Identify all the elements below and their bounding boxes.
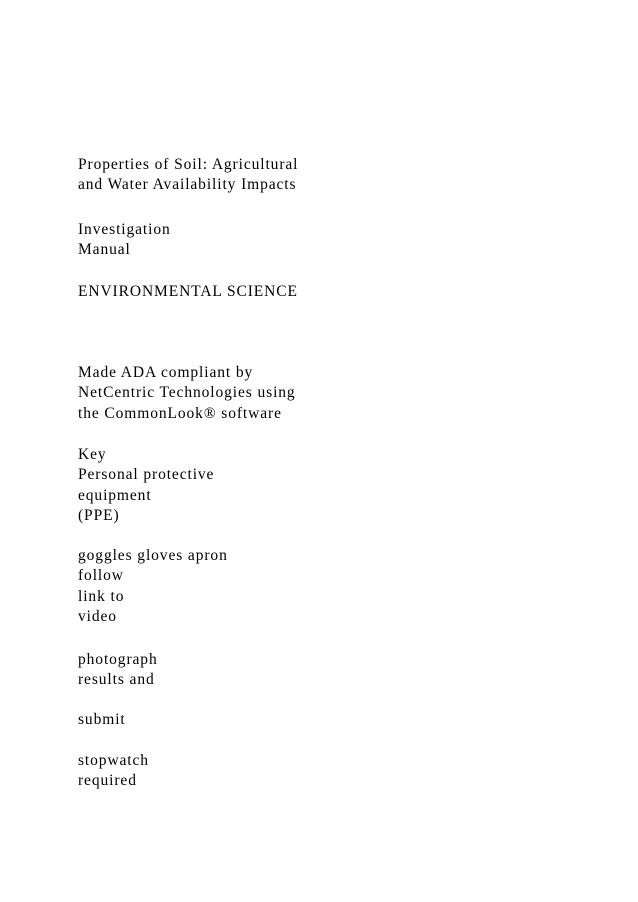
ada-line-1: Made ADA compliant by bbox=[78, 364, 254, 381]
photo-line-1: photograph bbox=[78, 651, 158, 668]
key-section bbox=[78, 445, 214, 526]
submit-legend bbox=[78, 710, 126, 730]
ada-line-3: the CommonLook® software bbox=[78, 404, 282, 422]
document-category bbox=[78, 282, 298, 302]
subtitle-line-1: Investigation bbox=[78, 221, 171, 238]
ada-line-2: NetCentric Technologies using bbox=[78, 384, 296, 402]
document-title bbox=[78, 155, 298, 196]
title-line-1: Properties of Soil: Agricultural bbox=[78, 156, 299, 173]
video-line-1: follow bbox=[78, 567, 124, 585]
submit-text: submit bbox=[78, 711, 126, 728]
video-line-3: video bbox=[78, 607, 117, 625]
key-heading: Key bbox=[78, 446, 107, 463]
ppe-line-2: equipment bbox=[78, 486, 152, 504]
document-subtitle bbox=[78, 220, 171, 261]
key-legend-items bbox=[78, 546, 228, 627]
subtitle-line-2: Manual bbox=[78, 241, 131, 259]
video-line-2: link to bbox=[78, 587, 125, 605]
ppe-line-1: Personal protective bbox=[78, 466, 215, 484]
ada-compliance-note bbox=[78, 363, 296, 424]
category-text: ENVIRONMENTAL SCIENCE bbox=[78, 283, 298, 300]
title-line-2: and Water Availability Impacts bbox=[78, 176, 297, 194]
stopwatch-line-1: stopwatch bbox=[78, 752, 149, 769]
stopwatch-legend bbox=[78, 751, 149, 792]
ppe-items: goggles gloves apron bbox=[78, 547, 228, 564]
photo-line-2: results and bbox=[78, 671, 155, 689]
photo-legend bbox=[78, 650, 158, 691]
stopwatch-line-2: required bbox=[78, 772, 137, 790]
ppe-line-3: (PPE) bbox=[78, 506, 120, 524]
